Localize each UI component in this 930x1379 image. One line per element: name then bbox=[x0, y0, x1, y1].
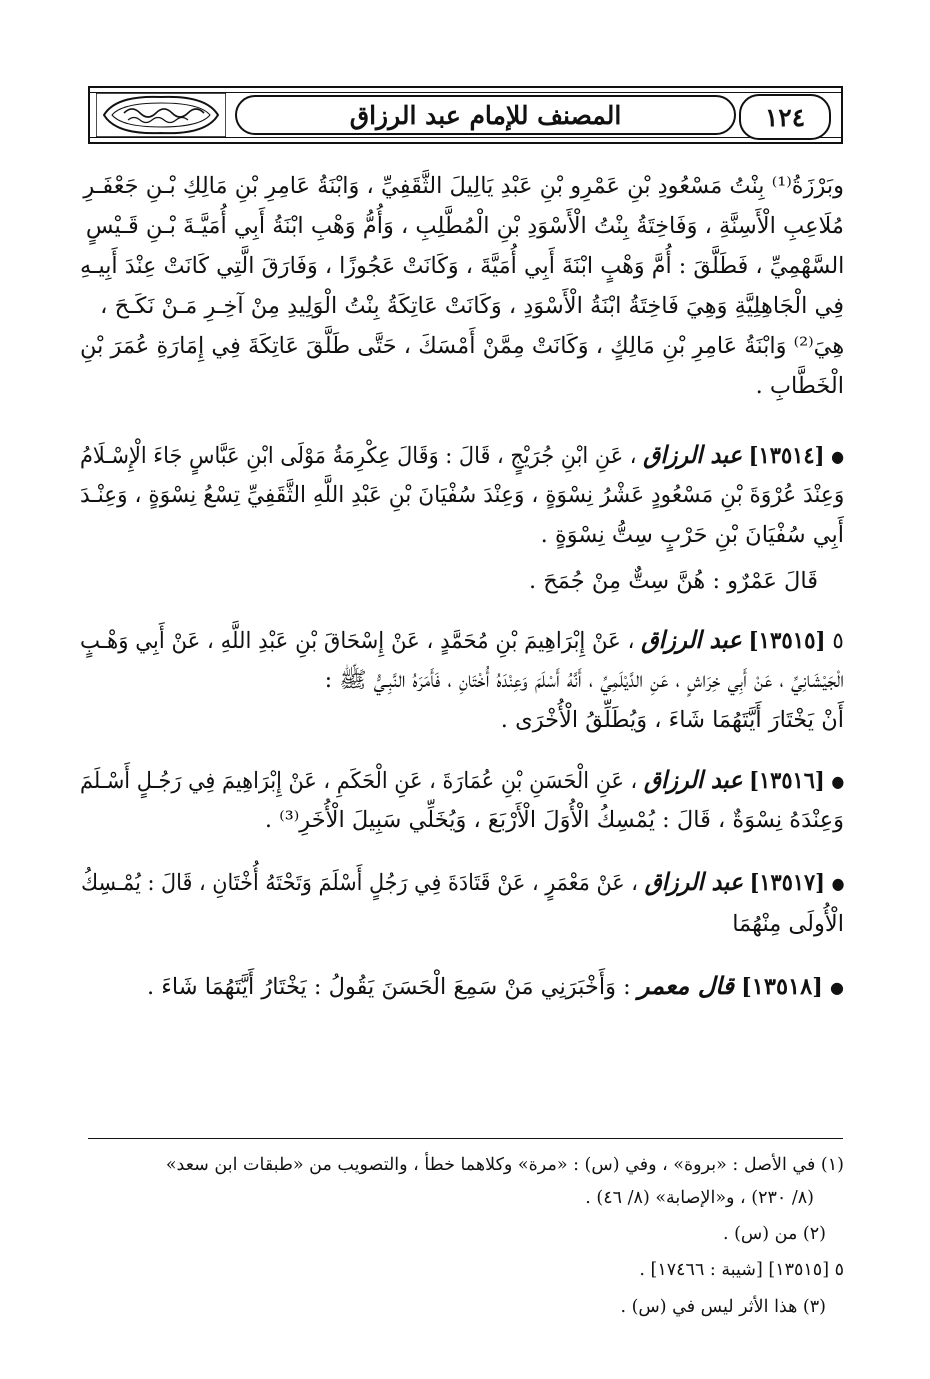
hadith-number: [١٣٥١٤] bbox=[748, 443, 825, 469]
header-title-frame bbox=[235, 95, 736, 135]
hadith-text: : وَأَخْبَرَنِي مَنْ سَمِعَ الْحَسَنَ يَقُولُ : يَخْتَارُ أَيَّتَهُمَا شَاءَ . bbox=[147, 974, 631, 1000]
source-reference: ٥ [١٣٥١٥] [شيبة : ١٧٤٦٦] . bbox=[639, 1260, 844, 1280]
hadith-text: ، عَنْ إِبْرَاهِيمَ بْنِ مُحَمَّدٍ ، عَنْ إِسْحَاقَ بْنِ عَبْدِ اللَّهِ ، عَنْ أَبِي وَهْـبٍ bbox=[80, 628, 635, 654]
bullet-icon: ● bbox=[830, 978, 844, 997]
text-line: أَبِي سُفْيَانَ بْنِ حَرْبٍ سِتُّ نِسْوَةٍ . bbox=[540, 522, 844, 548]
hadith-number: [١٣٥١٧] bbox=[749, 870, 825, 896]
text-line: وَعِنْدَهُ نِسْوَةٌ ، قَالَ : يُمْسِكُ الْأُوَلَ الْأَرْبَعَ ، وَيُخَلِّي سَبِيلَ الْأُخَرِ⁽³⁾ . bbox=[264, 807, 844, 833]
text-line: فِي الْجَاهِلِيَّةِ وَهِيَ فَاخِتَةُ ابْنَةُ الْأَسْوَدِ ، وَكَانَتْ عَاتِكَةُ بِنْتُ الْوَلِيدِ مِنْ آخِـرِ مَـنْ نَكَـحَ ، bbox=[100, 293, 844, 319]
footnote-divider bbox=[88, 1138, 843, 1139]
ring-marker-icon: ٥ bbox=[832, 628, 844, 654]
narrator-name: عبد الرزاق bbox=[644, 867, 743, 896]
hadith-text: ، عَنِ ابْنِ جُرَيْجٍ ، قَالَ : وَقَالَ عِكْرِمَةُ مَوْلَى ابْنِ عَبَّاسٍ جَاءَ الْإِسْـلَامُ bbox=[79, 443, 637, 469]
hadith-13515 bbox=[80, 622, 844, 659]
book-title: المصنف للإمام عبد الرزاق bbox=[349, 100, 622, 130]
bullet-icon: ● bbox=[831, 447, 844, 466]
text-line: هِيَ⁽²⁾ وَابْنَةُ عَامِرِ بْنِ مَالِكٍ ، وَكَانَتْ مِمَّنْ أَمْسَكَ ، حَتَّى طَلَّقَ عَاتِكَةَ فِي إِمَارَةِ عُمَرَ بْنِ bbox=[79, 333, 844, 359]
seal-logo-icon bbox=[96, 91, 226, 139]
text-line: الْخَطَّابِ . bbox=[755, 373, 844, 399]
hadith-13516 bbox=[80, 762, 844, 800]
narrator-name: عبد الرزاق bbox=[643, 765, 743, 794]
narrator-name: عبد الرزاق bbox=[643, 440, 742, 469]
hadith-13514 bbox=[80, 437, 844, 475]
hadith-text: ، عَنِ الْحَسَنِ بْنِ عُمَارَةَ ، عَنِ الْحَكَمِ ، عَنْ إِبْرَاهِيمَ فِي رَجُـلٍ أَسْـلَمَ bbox=[79, 768, 637, 794]
bullet-icon: ● bbox=[831, 874, 844, 893]
text-line: مُلَاعِبِ الْأَسِنَّةِ ، وَفَاخِتَةُ بِنْتُ الْأَسْوَدِ بْنِ الْمُطَّلِبِ ، وَأُمُّ وَهْبِ ابْنَةُ أَبِي أُمَيَّـةَ بْـنِ قَـيْسٍ bbox=[85, 213, 844, 239]
text-line: السَّهْمِيِّ ، فَطَلَّقَ : أُمَّ وَهْبٍ ابْنَةَ أَبِي أُمَيَّةَ ، وَكَانَتْ عَجُوزًا ، وَفَارَقَ الَّتِي كَانَتْ عِنْدَ أَبِيـهِ bbox=[79, 253, 844, 279]
page-number: ١٢٤ bbox=[739, 94, 831, 140]
bullet-icon: ● bbox=[831, 772, 844, 791]
narrator-name: عبد الرزاق bbox=[641, 625, 742, 654]
footnote-1-cont: (٨/ ٢٣٠) ، و«الإصابة» (٨/ ٤٦) . bbox=[585, 1188, 814, 1208]
narrator-name: قال معمر bbox=[637, 971, 734, 1000]
text-line: أَنْ يَخْتَارَ أَيَّتَهُمَا شَاءَ ، وَيُطَلِّقُ الْأُخْرَى . bbox=[500, 707, 844, 733]
hadith-number: [١٣٥١٦] bbox=[748, 768, 825, 794]
running-header bbox=[88, 86, 843, 144]
hadith-13517 bbox=[80, 864, 844, 902]
footnote-1: (١) في الأصل : «بروة» ، وفي (س) : «مرة» وكلاهما خطأ ، والتصويب من «طبقات ابن سعد» bbox=[165, 1155, 844, 1175]
hadith-text: ، عَنْ مَعْمَرٍ ، عَنْ قَتَادَةَ فِي رَجُلٍ أَسْلَمَ وَتَحْتَهُ أُخْتَانِ ، قَالَ : يُمْـسِكُ bbox=[80, 870, 638, 896]
text-line: الْجَيْشَانِيِّ ، عَنْ أَبِي خِرَاشٍ ، عَنِ الدَّيْلَمِيِّ ، أَنَّهُ أَسْلَمَ وَعِنْدَهُ أُخْتَانِ ، فَأَمَرَهُ النَّبِـيُّ ﷺ : bbox=[324, 667, 844, 693]
text-line: وَعِنْدَ عُرْوَةَ بْنِ مَسْعُودٍ عَشْرُ نِسْوَةٍ ، وَعِنْدَ سُفْيَانَ بْنِ عَبْدِ اللَّهِ الثَّقَفِيِّ تِسْعُ نِسْوَةٍ ، وَعِنْـدَ bbox=[79, 482, 844, 508]
footnote-2: (٢) من (س) . bbox=[722, 1224, 826, 1244]
text-line: وبَرْزَةُ⁽¹⁾ بِنْتُ مَسْعُودِ بْنِ عَمْرِو بْنِ عَبْدِ يَالِيلَ الثَّقَفِيِّ ، وَابْنَةُ عَامِرِ بْنِ مَالِكِ بْـنِ جَعْفَـرِ bbox=[83, 173, 844, 199]
text-line: الْأُولَى مِنْهُمَا bbox=[732, 911, 844, 937]
hadith-13518 bbox=[147, 968, 844, 1006]
hadith-number: [١٣٥١٨] bbox=[741, 974, 823, 1000]
footnote-3: (٣) هذا الأثر ليس في (س) . bbox=[620, 1297, 826, 1317]
text-line: قَالَ عَمْرٌو : هُنَّ سِتٌّ مِنْ جُمَحَ . bbox=[528, 568, 818, 594]
hadith-number: [١٣٥١٥] bbox=[748, 628, 826, 654]
